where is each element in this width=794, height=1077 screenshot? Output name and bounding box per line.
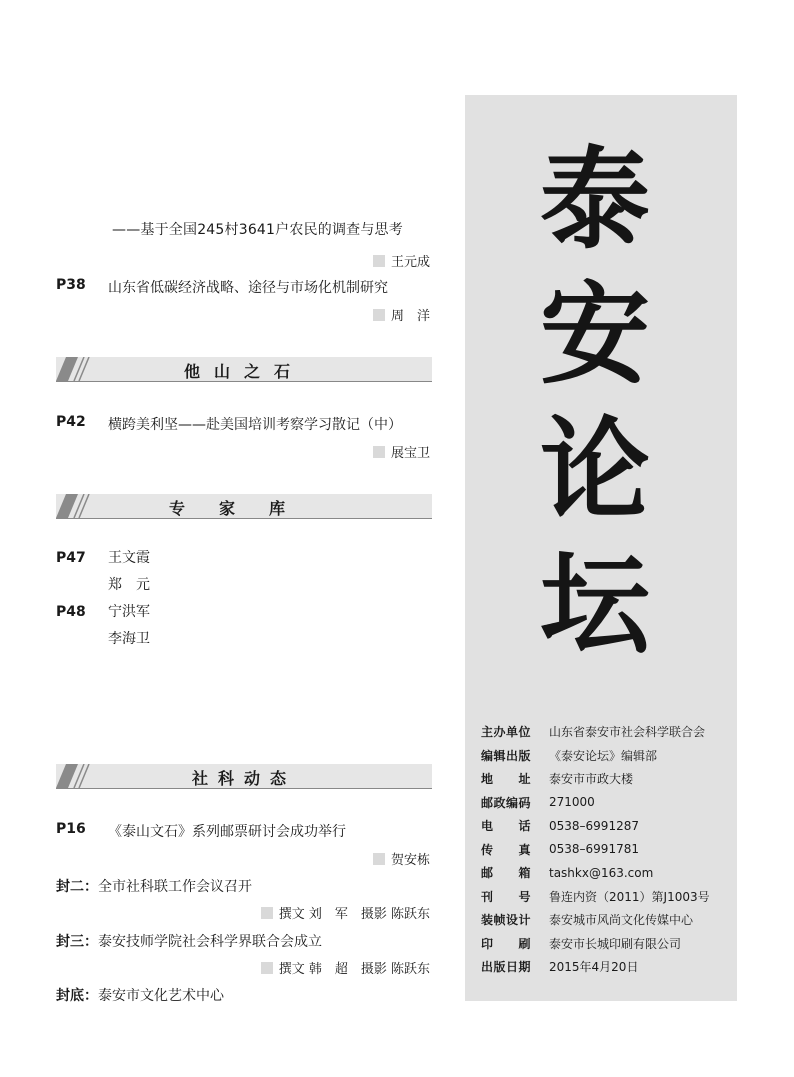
info-label: 地 址 <box>481 772 532 787</box>
cover-label: 封三： <box>56 934 98 950</box>
article-title: 全市社科联工作会议召开 <box>98 879 252 895</box>
masthead-char: 坛 <box>540 540 650 669</box>
page-number: P48 <box>56 604 86 620</box>
list-item[interactable] <box>56 545 150 572</box>
info-label: 电 话 <box>481 819 532 834</box>
author-line <box>373 849 430 868</box>
info-row <box>481 885 710 909</box>
info-row <box>481 720 710 744</box>
info-value: 泰安市长城印刷有限公司 <box>549 936 682 951</box>
article-title: 横跨美利坚——赴美国培训考察学习散记（中） <box>108 417 402 433</box>
article-title: 山东省低碳经济战略、途径与市场化机制研究 <box>108 280 388 296</box>
info-label: 装帧设计 <box>481 913 532 928</box>
info-value: 0538–6991781 <box>549 842 639 857</box>
section-title: 专家库 <box>168 499 319 518</box>
credit-square-icon <box>261 907 273 919</box>
info-value: 山东省泰安市社会科学联合会 <box>549 725 706 740</box>
author-square-icon <box>373 309 385 321</box>
author-line <box>373 251 430 270</box>
masthead-char: 泰 <box>540 135 650 264</box>
list-item[interactable] <box>56 626 150 653</box>
info-row <box>481 744 710 768</box>
info-row <box>481 767 710 791</box>
info-label: 主办单位 <box>481 725 532 740</box>
publication-info <box>481 720 710 979</box>
info-value: tashkx@163.com <box>549 865 654 880</box>
article-title: 《泰山文石》系列邮票研讨会成功举行 <box>108 824 346 840</box>
info-label: 邮政编码 <box>481 795 532 810</box>
author-square-icon <box>373 255 385 267</box>
article-subtitle: ——基于全国245村3641户农民的调查与思考 <box>112 222 403 238</box>
info-label: 传 真 <box>481 842 532 857</box>
info-label: 印 刷 <box>481 936 532 951</box>
info-value: 271000 <box>549 795 595 810</box>
toc-entry[interactable] <box>56 414 402 434</box>
info-label: 出版日期 <box>481 960 532 975</box>
info-value: 泰安城市风尚文化传媒中心 <box>549 913 694 928</box>
expert-name: 郑 元 <box>108 577 150 593</box>
info-row <box>481 955 710 979</box>
cover-label: 封二： <box>56 879 98 895</box>
author-name: 展宝卫 <box>390 446 430 461</box>
author-line <box>373 305 430 324</box>
credit-text: 撰文 韩 超 摄影 陈跃东 <box>278 962 430 977</box>
info-value: 鲁连内资（2011）第J1003号 <box>549 889 710 904</box>
section-header <box>56 494 432 519</box>
expert-name: 李海卫 <box>108 631 150 647</box>
credit-square-icon <box>261 962 273 974</box>
credit-line <box>261 958 430 977</box>
author-name: 周 洋 <box>390 309 430 324</box>
expert-name: 王文霞 <box>108 550 150 566</box>
masthead-panel <box>465 95 737 1001</box>
toc-entry[interactable] <box>56 277 388 297</box>
list-item[interactable] <box>56 599 150 626</box>
expert-name: 宁洪军 <box>108 604 150 620</box>
section-title: 他山之石 <box>183 362 304 381</box>
credit-line <box>261 903 430 922</box>
masthead-char: 论 <box>540 405 650 534</box>
section-header <box>56 357 432 382</box>
info-row <box>481 932 710 956</box>
toc-entry[interactable] <box>56 821 346 841</box>
info-value: 泰安市市政大楼 <box>549 772 634 787</box>
page-number: P47 <box>56 550 86 566</box>
section-header <box>56 764 432 789</box>
masthead-char: 安 <box>540 270 650 399</box>
info-row <box>481 838 710 862</box>
author-name: 贺安栋 <box>390 853 430 868</box>
info-value: 0538–6991287 <box>549 818 639 833</box>
info-label: 邮 箱 <box>481 866 532 881</box>
page-number: P38 <box>56 277 86 293</box>
author-line <box>373 442 430 461</box>
section-title: 社科动态 <box>191 769 296 788</box>
info-value: 2015年4月20日 <box>549 960 639 975</box>
info-row <box>481 814 710 838</box>
info-label: 编辑出版 <box>481 748 532 763</box>
cover-label: 封底： <box>56 988 98 1004</box>
expert-list <box>56 545 150 653</box>
credit-text: 撰文 刘 军 摄影 陈跃东 <box>278 907 430 922</box>
author-square-icon <box>373 446 385 458</box>
info-label: 刊 号 <box>481 889 532 904</box>
list-item[interactable] <box>56 572 150 599</box>
toc-entry[interactable] <box>56 985 224 1005</box>
info-row <box>481 861 710 885</box>
info-row <box>481 791 710 815</box>
page-number: P42 <box>56 414 86 430</box>
toc-entry[interactable] <box>56 876 252 896</box>
author-square-icon <box>373 853 385 865</box>
info-row <box>481 908 710 932</box>
info-value: 《泰安论坛》编辑部 <box>549 748 658 763</box>
article-title: 泰安技师学院社会科学界联合会成立 <box>98 934 322 950</box>
author-name: 王元成 <box>390 255 430 270</box>
page-number: P16 <box>56 821 86 837</box>
toc-entry[interactable] <box>56 931 322 951</box>
article-title: 泰安市文化艺术中心 <box>98 988 224 1004</box>
